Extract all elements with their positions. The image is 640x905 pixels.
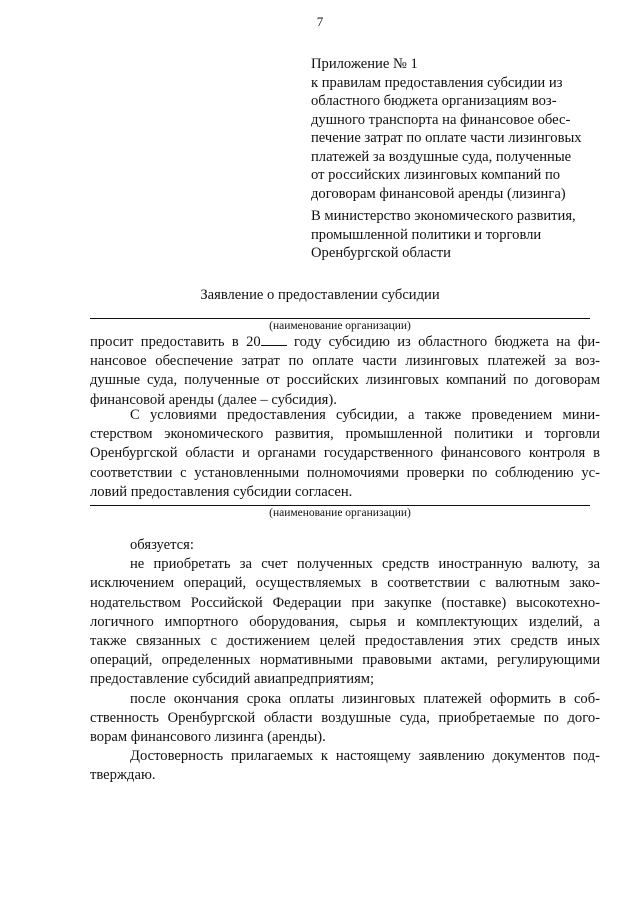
request-paragraph (90, 331, 600, 410)
confirmation-line: Достоверность прилагаемых к настоящему заявлению документов под- (130, 748, 600, 765)
obligation-item-2-line: после окончания срока оплаты лизинговых платежей оформить в соб- (130, 690, 600, 707)
confirmation-line: тверждаю. (90, 767, 156, 784)
appendix-line: платежей за воздушные суда, полученные (311, 148, 572, 165)
addressee-line: В министерство экономического развития, (311, 208, 576, 224)
addressee-block (311, 207, 596, 263)
request-line-1 (90, 331, 600, 352)
conditions-line: Оренбургской области и органами государственного финансового контроля в (90, 445, 600, 462)
organization-name-line-1 (90, 318, 590, 319)
conditions-paragraph (90, 406, 600, 502)
document-title: Заявление о предоставлении субсидии (200, 287, 440, 303)
obligation-item-2-line: ственность Оренбургской области воздушные суда, приобретаемые по дого- (90, 709, 600, 726)
obligation-paragraph (90, 536, 600, 786)
conditions-line: стерством экономического развития, промышленной политики и торговли (90, 426, 600, 443)
request-text-start: просит предоставить в 20 (90, 334, 261, 350)
appendix-line: к правилам предоставления субсидии из (311, 74, 563, 91)
organization-name-caption-2: (наименование организации) (269, 507, 411, 519)
appendix-line: печение затрат по оплате части лизинговых (311, 130, 582, 146)
conditions-line: С условиями предоставления субсидии, а также проведением мини- (130, 407, 600, 423)
appendix-heading: Приложение № 1 (311, 56, 418, 72)
organization-name-caption-1: (наименование организации) (269, 320, 411, 332)
appendix-line: областного бюджета организациям воз- (311, 93, 557, 109)
appendix-line: от российских лизинговых компаний по (311, 167, 561, 183)
appendix-block (311, 55, 596, 203)
obligation-item-1-line: нодательством Российской Федерации при закупке (поставке) высокотехно- (90, 594, 600, 611)
page-number: 7 (316, 14, 324, 29)
request-line: душные суда, полученные от российских лизинговых компаний по договорам (90, 372, 600, 389)
conditions-line: соответствии с установленными полномочиями проверки по соблюдению ус- (90, 464, 600, 481)
obligation-item-1-line: не приобретать за счет полученных средств иностранную валюту, за (130, 556, 600, 573)
obligation-item-1-line: также связанных с достижением целей предоставления этих средств иных (90, 633, 600, 650)
appendix-line: договорам финансовой аренды (лизинга) (311, 185, 566, 202)
addressee-line: промышленной политики и торговли (311, 226, 542, 243)
request-line: финансовой аренды (далее – субсидия). (90, 391, 337, 408)
appendix-line: душного транспорта на финансовое обес- (311, 111, 571, 128)
year-blank (261, 331, 287, 346)
conditions-line: ловий предоставления субсидии согласен. (90, 483, 353, 500)
organization-name-line-2 (90, 505, 590, 506)
obligation-item-2-line: ворам финансового лизинга (аренды). (90, 729, 326, 746)
request-text-end: году субсидию из областного бюджета на фи- (294, 334, 600, 350)
request-line: нансовое обеспечение затрат по оплате части лизинговых платежей за воз- (90, 353, 600, 370)
addressee-line: Оренбургской области (311, 245, 451, 261)
obligation-item-1-line: операций, определенных нормативными правовыми актами, регулирующими (90, 652, 600, 669)
obligation-intro: обязуется: (130, 537, 194, 553)
obligation-item-1-line: логичного импортного оборудования, сырья и комплектующих изделий, а (90, 613, 600, 630)
obligation-item-1-line: исключением операций, осуществляемых в соответствии с валютным зако- (90, 575, 600, 592)
obligation-item-1-line: предоставление субсидий авиапредприятиям; (90, 671, 375, 688)
